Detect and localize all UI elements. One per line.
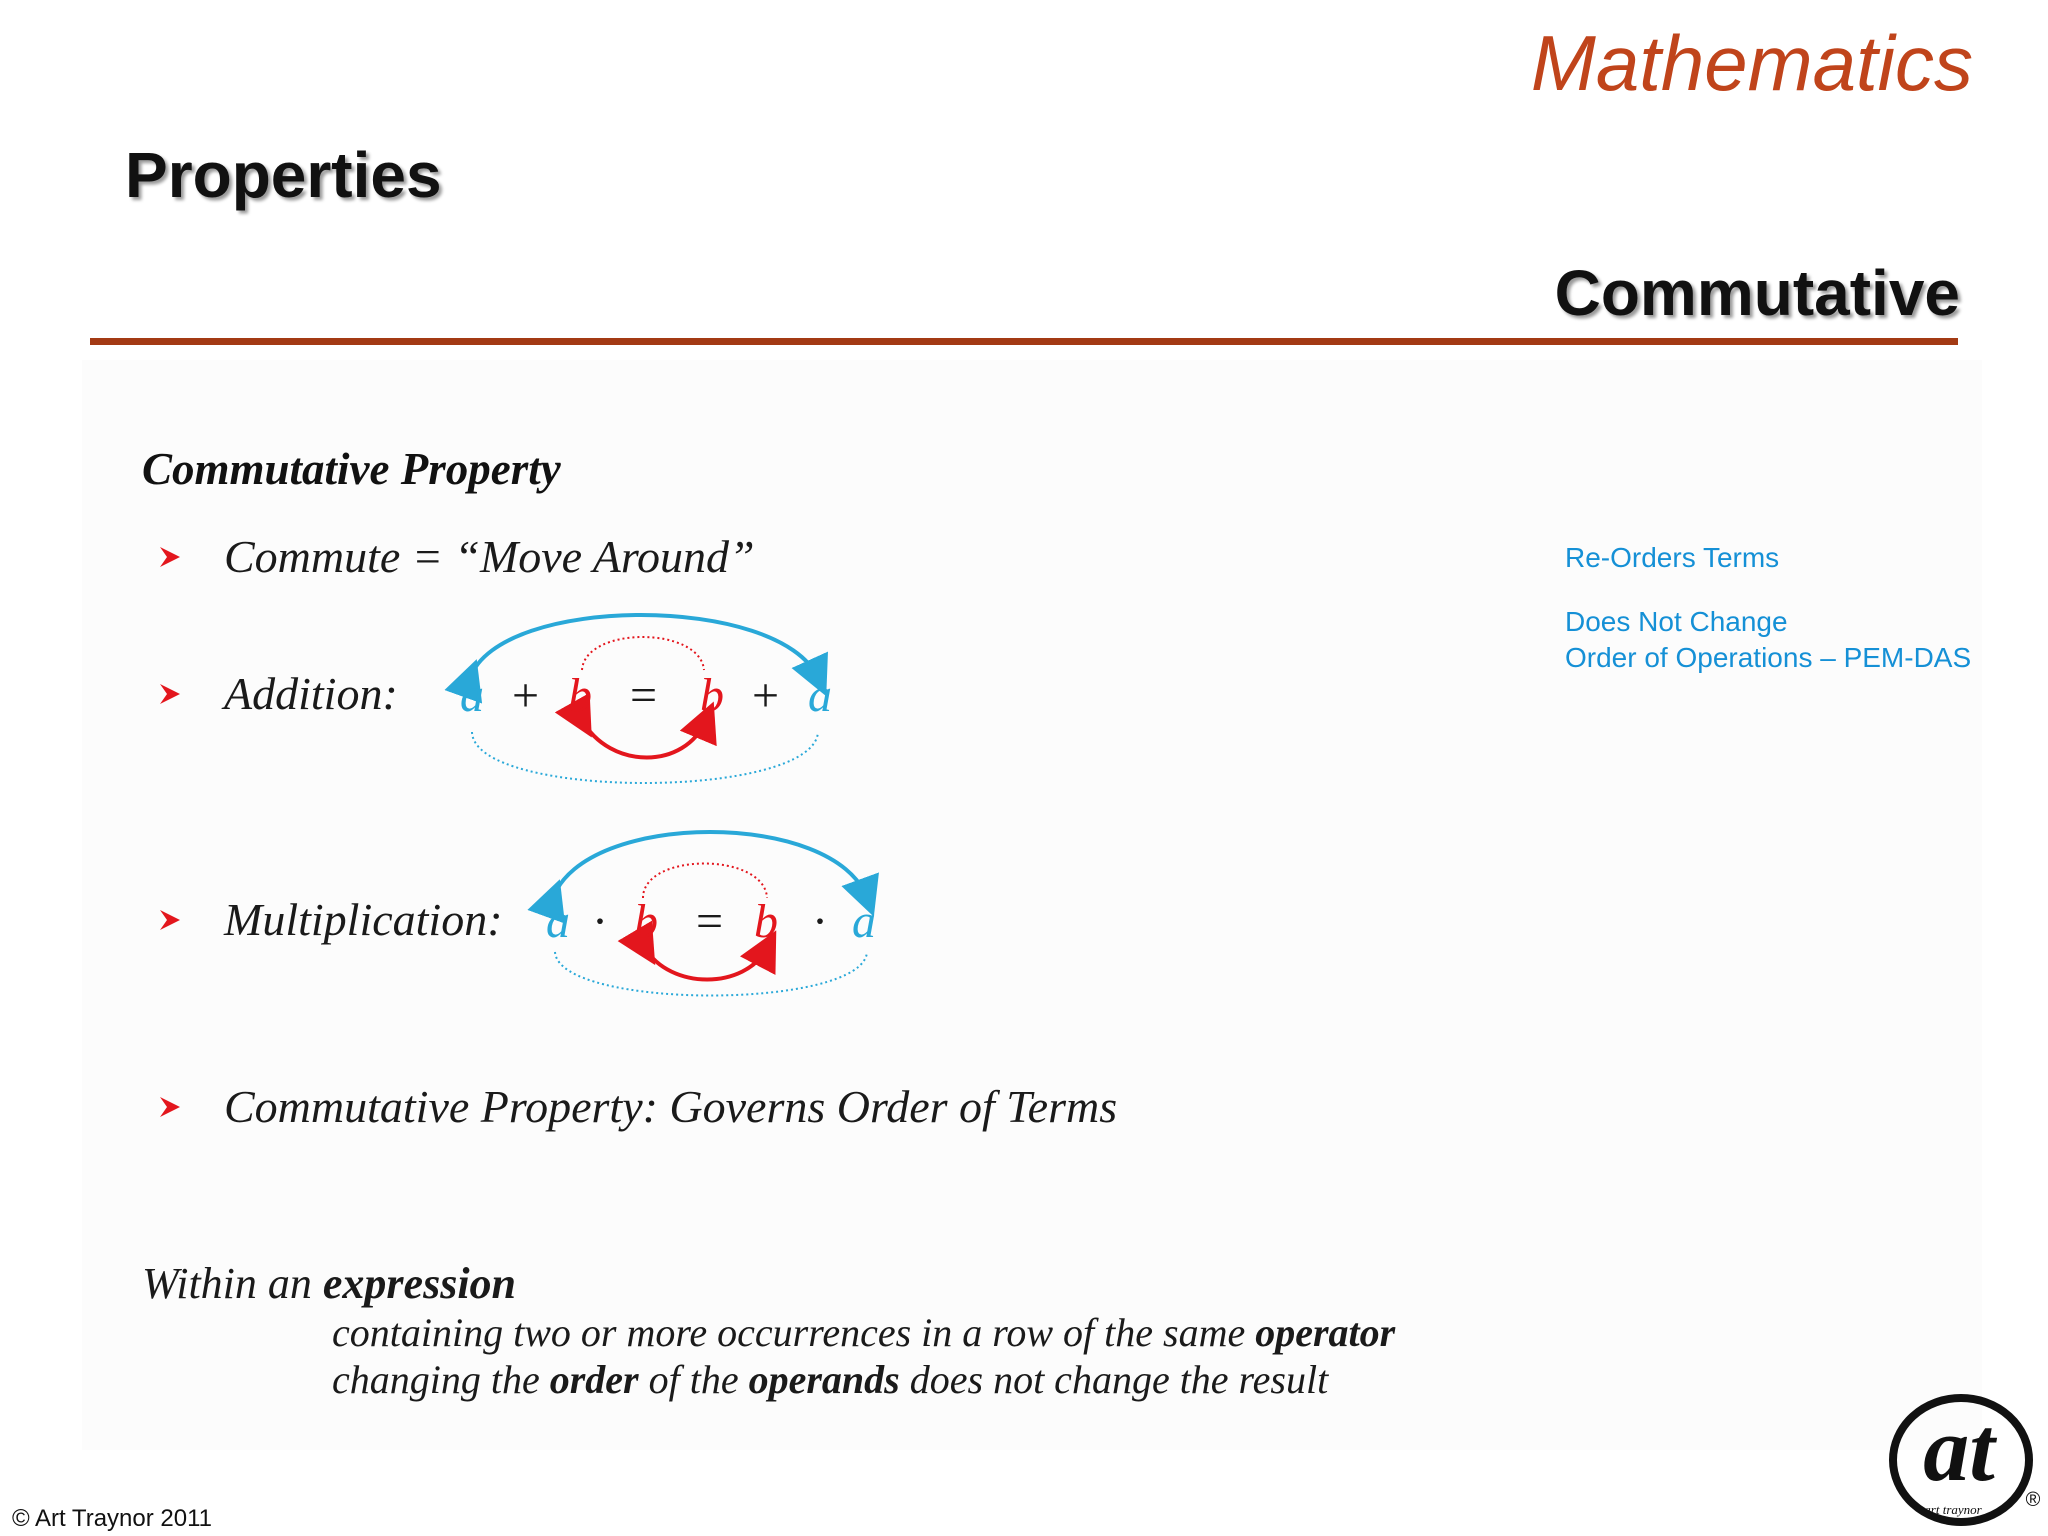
bullet-label: Commutative Property: Governs Order of Terms	[224, 1081, 1118, 1132]
definition-line-2	[332, 1309, 1395, 1356]
operator: +	[512, 669, 540, 722]
swap-arrow-icon	[645, 948, 767, 980]
definition-text: changing the	[332, 1357, 550, 1402]
section-heading: Commutative Property	[142, 444, 561, 494]
bullet-label: Multiplication:	[224, 894, 503, 945]
definition-line-1	[142, 1258, 1395, 1309]
equals-sign: =	[630, 669, 658, 722]
term-a: a	[852, 895, 876, 948]
definition-text: Within an	[142, 1259, 323, 1308]
logo-letters: at	[1923, 1398, 1995, 1500]
definition-block	[142, 1258, 1395, 1403]
definition-keyword: order	[549, 1357, 639, 1402]
bullet-item-multiplication	[158, 893, 503, 946]
definition-keyword: operator	[1255, 1310, 1396, 1355]
swap-arrow-icon	[582, 637, 704, 670]
term-a: a	[808, 669, 832, 722]
logo-caption: art traynor	[1924, 1502, 1982, 1517]
definition-text: of the	[638, 1357, 749, 1402]
registered-mark: ®	[2025, 1489, 2041, 1511]
bullet-label: Addition:	[224, 668, 398, 719]
term-b: b	[700, 669, 724, 722]
swap-arrow-icon	[582, 720, 706, 758]
definition-text: containing two or more occurrences in a row of the same	[332, 1310, 1256, 1355]
note-order-of-operations: Order of Operations – PEM-DAS	[1565, 642, 1972, 673]
bullet-item-commute	[158, 530, 755, 583]
note-does-not-change: Does Not Change	[1565, 606, 1788, 637]
side-notes	[1565, 540, 1971, 676]
term-a: a	[546, 895, 570, 948]
definition-text: does not change the result	[899, 1357, 1329, 1402]
definition-line-3	[332, 1356, 1395, 1403]
note-reorders: Re-Orders Terms	[1565, 542, 1780, 573]
bullet-label: Commute = “Move Around”	[224, 531, 755, 582]
term-b: b	[568, 669, 592, 722]
page-title: Properties	[125, 139, 442, 211]
arrowhead-bullet-icon	[158, 1095, 182, 1119]
term-b: b	[634, 895, 658, 948]
arrowhead-bullet-icon	[158, 545, 182, 569]
definition-keyword: expression	[322, 1259, 517, 1308]
bullet-item-governs-order	[158, 1080, 1117, 1133]
equals-sign: =	[696, 895, 724, 948]
art-traynor-logo-icon	[1883, 1382, 2043, 1532]
term-a: a	[460, 669, 484, 722]
swap-arrow-icon	[643, 864, 767, 899]
term-b: b	[754, 895, 778, 948]
section-title: Commutative	[1554, 257, 1960, 329]
title-divider	[90, 338, 1958, 345]
bullet-item-addition	[158, 667, 398, 720]
operator: +	[752, 669, 780, 722]
arrowhead-bullet-icon	[158, 682, 182, 706]
swap-arrow-icon	[553, 832, 867, 898]
definition-keyword: operands	[748, 1357, 900, 1402]
swap-arrow-icon	[555, 952, 867, 996]
operator: ·	[812, 895, 828, 948]
operator: ·	[592, 895, 608, 948]
subject-title: Mathematics	[1530, 19, 1973, 107]
copyright-notice: © Art Traynor 2011	[12, 1505, 213, 1532]
arrowhead-bullet-icon	[158, 908, 182, 932]
